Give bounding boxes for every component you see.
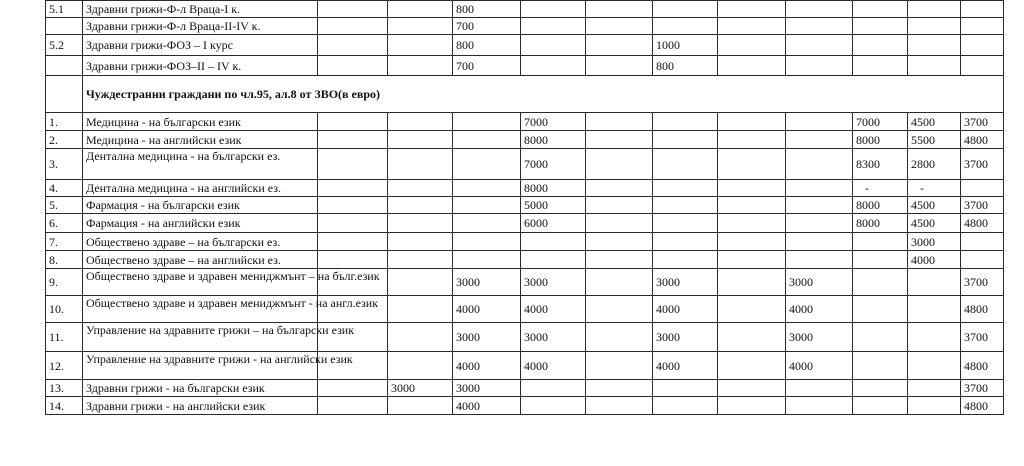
fee-cell [453,233,521,251]
fee-cell [586,1,653,18]
fee-cell [718,35,786,56]
fee-cell: 4800 [961,214,1004,233]
table-row [46,180,1004,197]
row-number: 5.2 [46,35,83,56]
fee-cell: 3700 [961,113,1004,131]
fee-cell [718,269,786,296]
fee-cell: 4800 [961,397,1004,415]
fee-cell: 3000 [453,323,521,352]
row-number: 7. [46,233,83,251]
fee-cell [961,35,1004,56]
program-name: Управление на здравните грижи – на български език [83,323,318,352]
table-row [46,35,1004,56]
fee-cell [521,1,586,18]
fee-table-page [45,0,1004,415]
fee-cell [388,296,453,323]
fee-cell [908,380,961,397]
row-number: 3. [46,149,83,180]
fee-cell [318,56,388,76]
program-name: Управление на здравните грижи - на английски език [83,352,318,380]
fee-cell: 8000 [853,131,908,149]
program-name: Медицина - на английски език [83,131,318,149]
fee-cell [586,251,653,269]
fee-cell [653,197,718,214]
program-name: Медицина - на български език [83,113,318,131]
fee-cell [653,113,718,131]
fee-cell: 700 [453,18,521,35]
fee-cell [718,18,786,35]
fee-cell [853,397,908,415]
fee-cell [586,131,653,149]
fee-cell [453,197,521,214]
fee-cell [318,1,388,18]
fee-cell: 8000 [521,180,586,197]
fee-cell [586,296,653,323]
table-row [46,251,1004,269]
fee-cell [961,56,1004,76]
fee-cell [586,233,653,251]
fee-cell [718,352,786,380]
fee-cell [786,233,853,251]
fee-cell [521,380,586,397]
fee-cell [586,323,653,352]
fee-cell: 5500 [908,131,961,149]
fee-cell: 3000 [786,269,853,296]
fee-cell: 4500 [908,214,961,233]
fee-cell [853,251,908,269]
fee-cell [653,131,718,149]
fee-cell [388,269,453,296]
row-number: 8. [46,251,83,269]
row-number: 2. [46,131,83,149]
fee-cell: 7000 [853,113,908,131]
fee-cell: 8000 [521,131,586,149]
fee-cell [388,397,453,415]
fee-cell: 8300 [853,149,908,180]
program-name: Здравни грижи - на български език [83,380,318,397]
fee-cell [653,180,718,197]
fee-cell: 4000 [786,352,853,380]
row-number [46,56,83,76]
fee-cell [786,56,853,76]
program-name: Дентална медицина - на български ез. [83,149,318,180]
fee-cell [718,131,786,149]
fee-cell [786,131,853,149]
fee-cell [718,214,786,233]
fee-cell [786,1,853,18]
fee-cell [521,56,586,76]
fee-cell [718,197,786,214]
table-row [46,18,1004,35]
fee-cell [853,269,908,296]
fee-cell: 4000 [521,296,586,323]
row-number: 13. [46,380,83,397]
fee-cell: 3000 [453,269,521,296]
fee-cell [318,197,388,214]
fee-cell: 3000 [388,380,453,397]
table-row [46,1,1004,18]
fee-cell: 800 [453,1,521,18]
fee-cell: 800 [453,35,521,56]
fee-cell [786,397,853,415]
fee-cell [453,113,521,131]
fee-cell [521,251,586,269]
fee-cell: 2800 [908,149,961,180]
fee-cell [908,56,961,76]
fee-cell: 3700 [961,269,1004,296]
fee-cell [318,251,388,269]
fee-cell: 3000 [521,269,586,296]
table-row [46,214,1004,233]
fee-cell [586,197,653,214]
fee-cell [388,131,453,149]
row-number: 14. [46,397,83,415]
fee-cell [961,180,1004,197]
fee-cell [908,35,961,56]
fee-cell [786,251,853,269]
fee-cell [961,18,1004,35]
fee-cell [908,18,961,35]
section-row [46,76,1004,113]
table-row [46,56,1004,76]
fee-cell [718,180,786,197]
fee-cell [786,180,853,197]
fee-cell: 5000 [521,197,586,214]
fee-cell: 6000 [521,214,586,233]
fee-cell [908,352,961,380]
fee-cell: 4000 [453,296,521,323]
table-row [46,323,1004,352]
fee-cell [521,18,586,35]
fee-cell [586,180,653,197]
fee-cell: 4000 [786,296,853,323]
fee-cell [521,233,586,251]
table-row [46,269,1004,296]
fee-cell: - [908,180,961,197]
fee-cell [388,197,453,214]
fee-cell [853,233,908,251]
fee-cell: 3700 [961,323,1004,352]
fee-cell: 3000 [653,269,718,296]
fee-cell [586,352,653,380]
section-heading: Чуждестранни граждани по чл.95, ал.8 от ЗВО(в евро) [83,76,1004,113]
fee-cell [586,113,653,131]
fee-cell [853,323,908,352]
fee-cell [853,18,908,35]
program-name: Обществено здраве – на български ез. [83,233,318,251]
fee-cell: 8000 [853,214,908,233]
fee-cell [908,269,961,296]
program-name: Здравни грижи - на английски език [83,397,318,415]
table-row [46,296,1004,323]
row-number: 4. [46,180,83,197]
fee-cell [961,233,1004,251]
table-row [46,197,1004,214]
fee-cell [718,113,786,131]
fee-cell [853,380,908,397]
fee-cell: 8000 [853,197,908,214]
fee-cell [453,149,521,180]
fee-cell [388,56,453,76]
row-number: 10. [46,296,83,323]
fee-cell [521,35,586,56]
fee-cell [786,149,853,180]
table-row [46,233,1004,251]
fee-cell [388,352,453,380]
fee-cell [653,214,718,233]
fee-cell [653,149,718,180]
fee-cell [786,380,853,397]
fee-cell [908,296,961,323]
row-number: 6. [46,214,83,233]
fee-cell: 3000 [786,323,853,352]
row-number: 12. [46,352,83,380]
fee-cell [586,35,653,56]
fee-cell [653,1,718,18]
fee-cell [318,149,388,180]
fee-cell [388,1,453,18]
row-number: 1. [46,113,83,131]
fee-cell [318,113,388,131]
table-row [46,352,1004,380]
fee-cell [586,149,653,180]
tuition-fee-table [45,0,1004,415]
fee-cell: 700 [453,56,521,76]
table-row [46,113,1004,131]
fee-cell [653,233,718,251]
fee-cell [318,18,388,35]
fee-cell [388,113,453,131]
fee-cell [318,214,388,233]
program-name: Фармация - на английски език [83,214,318,233]
fee-cell: 4000 [653,296,718,323]
fee-cell [653,397,718,415]
fee-cell: 3700 [961,149,1004,180]
fee-cell: 4000 [521,352,586,380]
fee-cell: 4000 [453,397,521,415]
program-name: Здравни грижи-Ф-л Враца-І к. [83,1,318,18]
fee-cell [453,214,521,233]
row-number: 11. [46,323,83,352]
fee-cell: 7000 [521,149,586,180]
fee-cell [853,296,908,323]
program-name: Обществено здраве – на английски ез. [83,251,318,269]
row-number: 5. [46,197,83,214]
row-number [46,18,83,35]
table-row [46,380,1004,397]
fee-cell: 3000 [653,323,718,352]
fee-cell [908,397,961,415]
program-name: Обществено здраве и здравен мениджмънт – на бълг.език [83,269,318,296]
fee-cell [786,197,853,214]
fee-cell [853,1,908,18]
fee-cell [586,214,653,233]
fee-cell [853,56,908,76]
fee-cell [388,214,453,233]
fee-cell [586,397,653,415]
fee-cell [586,380,653,397]
table-row [46,149,1004,180]
fee-cell [718,296,786,323]
table-row [46,397,1004,415]
fee-cell [388,233,453,251]
fee-cell [388,180,453,197]
program-name: Обществено здраве и здравен мениджмънт - на англ.език [83,296,318,323]
table-row [46,131,1004,149]
fee-cell [718,251,786,269]
fee-cell [653,380,718,397]
fee-cell [961,1,1004,18]
fee-cell [653,251,718,269]
fee-cell: 3700 [961,197,1004,214]
fee-cell [718,397,786,415]
fee-cell: 4800 [961,131,1004,149]
fee-cell [853,352,908,380]
fee-cell [853,35,908,56]
fee-cell [786,18,853,35]
program-name: Здравни грижи-ФОЗ–II – IV к. [83,56,318,76]
fee-cell [718,56,786,76]
program-name: Здравни грижи-Ф-л Враца-II-IV к. [83,18,318,35]
fee-cell [718,149,786,180]
fee-cell [318,131,388,149]
fee-cell [961,251,1004,269]
fee-cell [388,149,453,180]
fee-cell: 7000 [521,113,586,131]
fee-cell [718,233,786,251]
row-number: 9. [46,269,83,296]
row-number [46,76,83,113]
fee-cell [388,35,453,56]
row-number: 5.1 [46,1,83,18]
fee-cell [718,1,786,18]
program-name: Фармация - на български език [83,197,318,214]
fee-cell [718,380,786,397]
fee-cell [388,18,453,35]
program-name: Здравни грижи-ФОЗ – І курс [83,35,318,56]
fee-cell [521,397,586,415]
fee-cell: 3000 [453,380,521,397]
fee-cell [653,18,718,35]
fee-cell [908,323,961,352]
fee-cell [453,251,521,269]
fee-cell: - [853,180,908,197]
fee-cell: 3000 [908,233,961,251]
fee-cell: 4800 [961,296,1004,323]
fee-cell [318,180,388,197]
fee-cell [718,323,786,352]
fee-cell: 4500 [908,113,961,131]
fee-cell [388,251,453,269]
fee-cell [786,113,853,131]
program-name: Дентална медицина - на английски ез. [83,180,318,197]
fee-cell: 4500 [908,197,961,214]
fee-cell [908,1,961,18]
fee-cell [586,56,653,76]
fee-cell [786,35,853,56]
fee-cell: 4800 [961,352,1004,380]
fee-cell: 4000 [453,352,521,380]
fee-cell [318,233,388,251]
fee-cell: 800 [653,56,718,76]
fee-cell [453,131,521,149]
fee-cell: 1000 [653,35,718,56]
fee-cell [453,180,521,197]
fee-cell [318,380,388,397]
fee-cell: 3700 [961,380,1004,397]
fee-cell: 4000 [653,352,718,380]
fee-cell [388,323,453,352]
fee-cell [786,214,853,233]
fee-cell: 4000 [908,251,961,269]
fee-cell [586,269,653,296]
fee-cell [318,397,388,415]
fee-cell [318,35,388,56]
fee-cell [586,18,653,35]
fee-cell: 3000 [521,323,586,352]
